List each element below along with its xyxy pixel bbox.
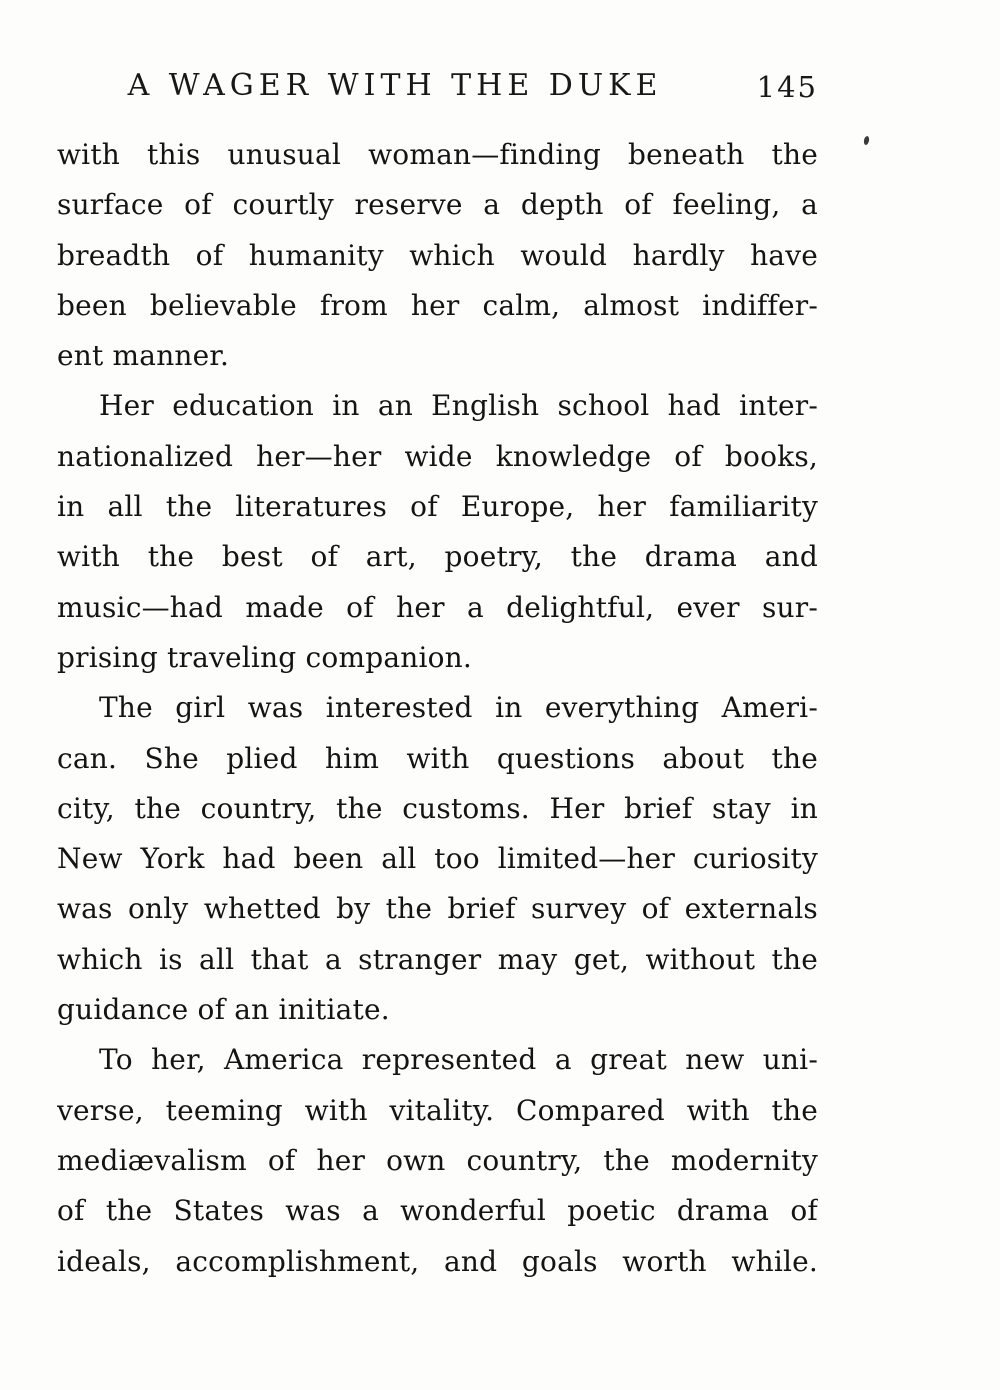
text-line: with this unusual woman—finding beneath the (57, 138, 818, 171)
text-line: can. She plied him with questions about the (57, 741, 818, 775)
text-line: city, the country, the customs. Her brief stay in (57, 791, 818, 825)
text-line: breadth of humanity which would hardly have (57, 238, 818, 272)
text-line: verse, teeming with vitality. Compared with the (57, 1093, 818, 1127)
text-line: music—had made of her a delightful, ever sur- (57, 590, 818, 624)
ink-speck (863, 136, 870, 146)
running-header (57, 68, 818, 112)
text-line: in all the literatures of Europe, her familiarity (57, 490, 818, 524)
text-line: nationalized her—her wide knowledge of books, (57, 439, 818, 473)
text-line: surface of courtly reserve a depth of feeling, a (57, 188, 818, 222)
page-number: 145 (756, 70, 818, 104)
text-line: ent manner. (57, 339, 230, 373)
text-line: mediævalism of her own country, the modernity (57, 1143, 818, 1177)
text-line: which is all that a stranger may get, without the (57, 942, 818, 976)
text-line: The girl was interested in everything Ameri- (99, 691, 818, 725)
text-line: ideals, accomplishment, and goals worth while. (57, 1244, 818, 1278)
text-block (57, 130, 818, 1287)
text-line: of the States was a wonderful poetic drama of (57, 1194, 818, 1228)
text-line: guidance of an initiate. (57, 993, 390, 1027)
text-line: New York had been all too limited—her curiosity (57, 842, 818, 876)
text-line: was only whetted by the brief survey of externals (57, 892, 818, 926)
text-line: prising traveling companion. (57, 640, 473, 674)
text-line: To her, America represented a great new uni- (99, 1043, 818, 1077)
text-line: been believable from her calm, almost indiffer- (57, 288, 818, 322)
text-line: with the best of art, poetry, the drama and (57, 540, 818, 574)
text-line: Her education in an English school had inter- (99, 389, 818, 423)
page-title: A WAGER WITH THE DUKE (127, 68, 663, 103)
